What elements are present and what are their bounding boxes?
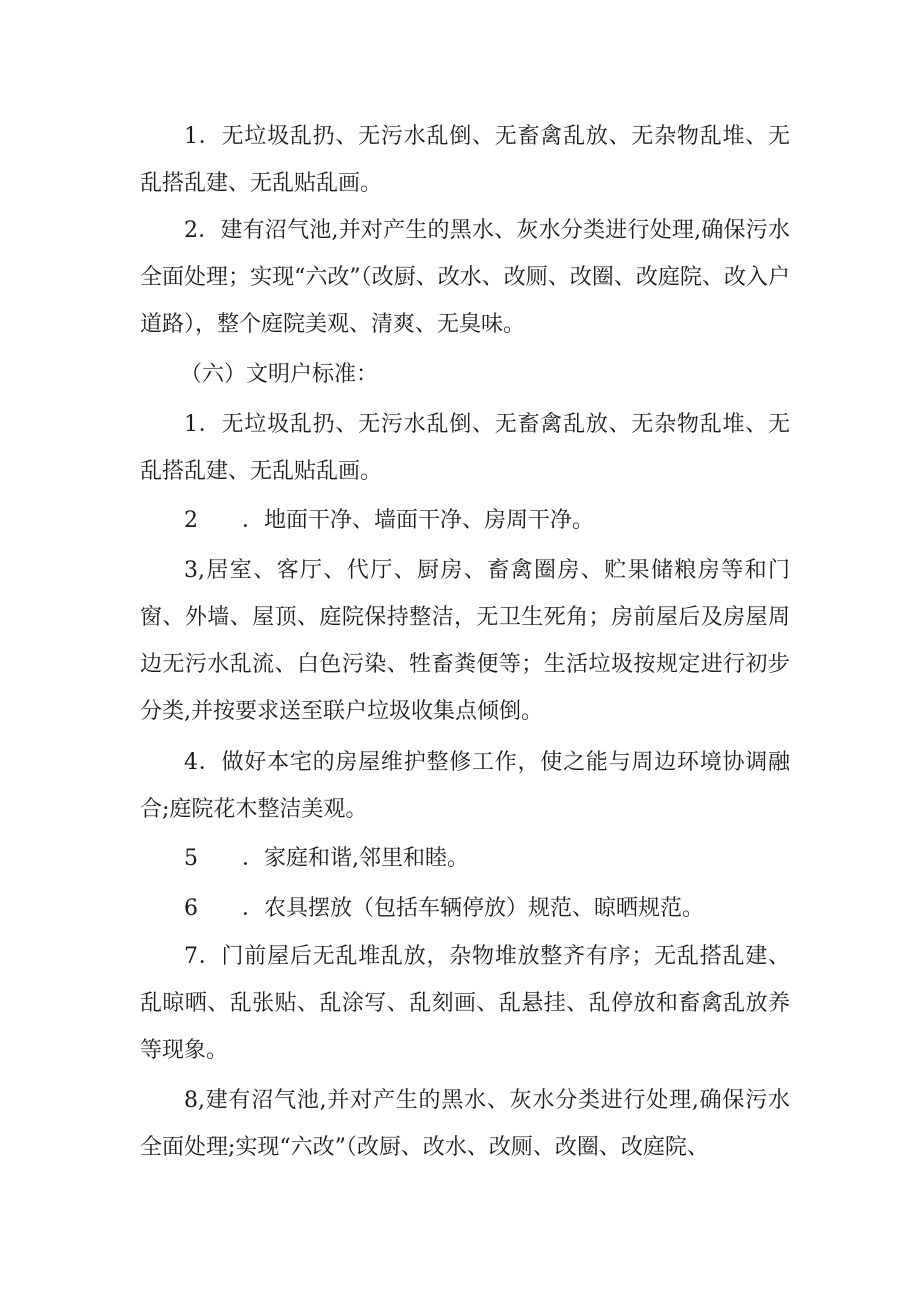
paragraph-item-4: 4．做好本宅的房屋维护整修工作，使之能与周边环境协调融合;庭院花木整洁美观。 <box>140 750 790 822</box>
paragraph-item-2: 2．建有沼气池,并对产生的黑水、灰水分类进行处理,确保污水全面处理；实现“六改”（改厨、改水、改厕、改圈、改庭院、改入户道路），整个庭院美观、清爽、无臭味。 <box>140 218 790 337</box>
paragraph-item-3: 3,居室、客厅、代厅、厨房、畜禽圈房、贮果储粮房等和门窗、外墙、屋顶、庭院保持整洁，无卫生死角；房前屋后及房屋周边无污水乱流、白色污染、牲畜粪便等；生活垃圾按规定进行初步分类,并按要求送至联户垃圾收集点倾倒。 <box>140 558 790 724</box>
paragraph-item-1-b: 1．无垃圾乱扔、无污水乱倒、无畜禽乱放、无杂物乱堆、无乱搭乱建、无乱贴乱画。 <box>140 412 790 484</box>
paragraph-item-6: 6 ．农具摆放（包括车辆停放）规范、晾晒规范。 <box>184 896 704 921</box>
section-heading-civilized-household: （六）文明户标准： <box>180 362 379 387</box>
paragraph-item-8: 8,建有沼气池,并对产生的黑水、灰水分类进行处理,确保污水全面处理;实现“六改”（改厨、改水、改厕、改圈、改庭院、 <box>140 1088 790 1160</box>
paragraph-item-5: 5 ．家庭和谐,邻里和睦。 <box>184 846 469 871</box>
paragraph-item-7: 7．门前屋后无乱堆乱放，杂物堆放整齐有序；无乱搭乱建、乱晾晒、乱张贴、乱涂写、乱刻画、乱悬挂、乱停放和畜禽乱放养等现象。 <box>140 944 790 1063</box>
paragraph-item-2-b: 2 ．地面干净、墙面干净、房周干净。 <box>184 508 594 533</box>
paragraph-item-1: 1．无垃圾乱扔、无污水乱倒、无畜禽乱放、无杂物乱堆、无乱搭乱建、无乱贴乱画。 <box>140 124 790 196</box>
